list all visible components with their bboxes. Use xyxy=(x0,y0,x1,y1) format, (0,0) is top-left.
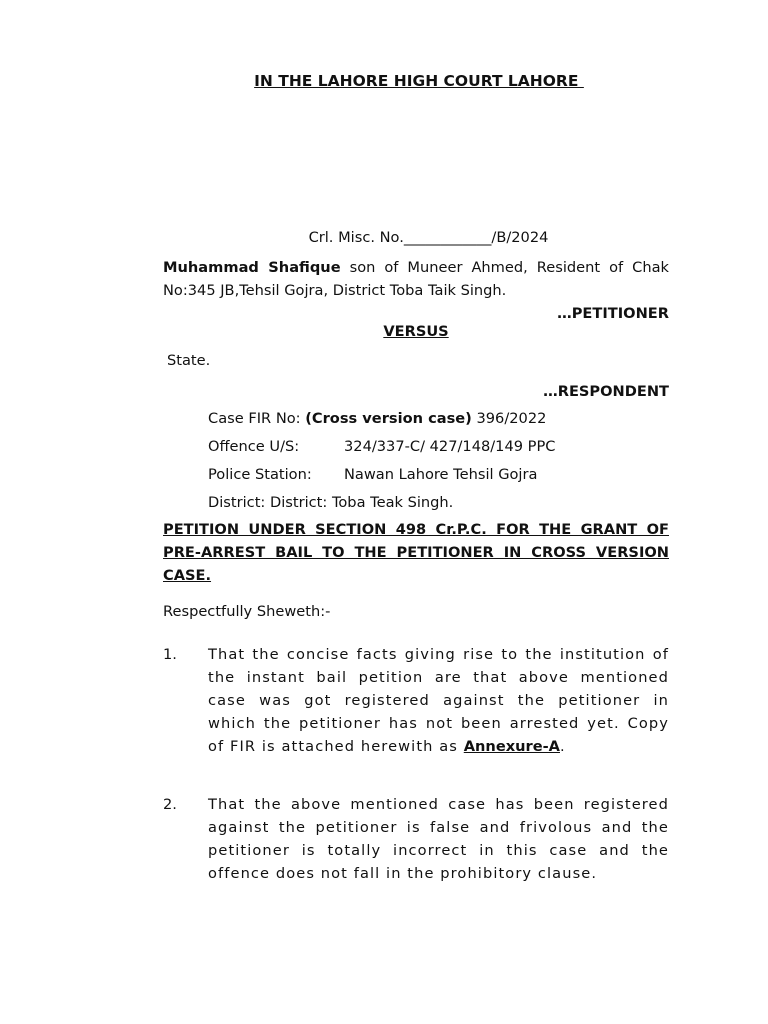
offence-label: Offence U/S: xyxy=(208,438,300,455)
case-info xyxy=(208,405,669,517)
paragraph-body: That the concise facts giving rise to the institution of the instant bail petition are that above mentioned case was got registered against the petitioner in which the petitioner has not been arrested yet. Copy of FIR is attached herewith as xyxy=(208,646,669,755)
numbered-paragraph xyxy=(163,793,669,885)
petitioner-paragraph xyxy=(163,256,669,302)
case-fir-bold: (Cross version case) xyxy=(305,410,472,427)
versus-heading: VERSUS xyxy=(383,323,449,340)
petition-heading: PETITION UNDER SECTION 498 Cr.P.C. FOR THE GRANT OF PRE-ARREST BAIL TO THE PETITIONER IN CROSS VERSION CASE. xyxy=(163,521,669,584)
case-fir-value: 396/2022 xyxy=(471,410,547,427)
petitioner-details: son of Muneer Ahmed, Resident of Chak No:345 JB,Tehsil Gojra, District Toba Taik Singh. xyxy=(163,259,669,299)
paragraph-end: . xyxy=(559,738,566,755)
misc-number: Crl. Misc. No.____________/B/2024 xyxy=(308,229,549,246)
petitioner-tag: …PETITIONER xyxy=(557,305,669,322)
annexure-reference: Annexure-A xyxy=(463,738,560,755)
paragraph-number: 1. xyxy=(163,646,177,663)
respondent-name: State. xyxy=(167,352,211,369)
case-fir-line xyxy=(208,405,669,433)
paragraph-number: 2. xyxy=(163,796,177,813)
paragraph-text xyxy=(208,643,669,758)
offence-line xyxy=(208,433,669,461)
case-fir-label: Case FIR No: xyxy=(208,410,306,427)
sheweth-line: Respectfully Sheweth:- xyxy=(163,603,331,620)
respondent-tag: …RESPONDENT xyxy=(543,383,669,400)
police-station-value: Nawan Lahore Tehsil Gojra xyxy=(344,466,538,483)
district-line: District: District: Toba Teak Singh. xyxy=(208,494,454,511)
offence-value: 324/337-C/ 427/148/149 PPC xyxy=(344,438,556,455)
police-station-label: Police Station: xyxy=(208,466,312,483)
petitioner-name: Muhammad Shafique xyxy=(163,259,341,276)
paragraph-text: That the above mentioned case has been registered against the petitioner is false and frivolous and the petitioner is totally incorrect in this case and the offence does not fall in the prohibitory clause. xyxy=(208,796,669,882)
numbered-paragraph xyxy=(163,643,669,758)
police-station-line xyxy=(208,461,669,489)
court-title: IN THE LAHORE HIGH COURT LAHORE xyxy=(254,72,584,90)
